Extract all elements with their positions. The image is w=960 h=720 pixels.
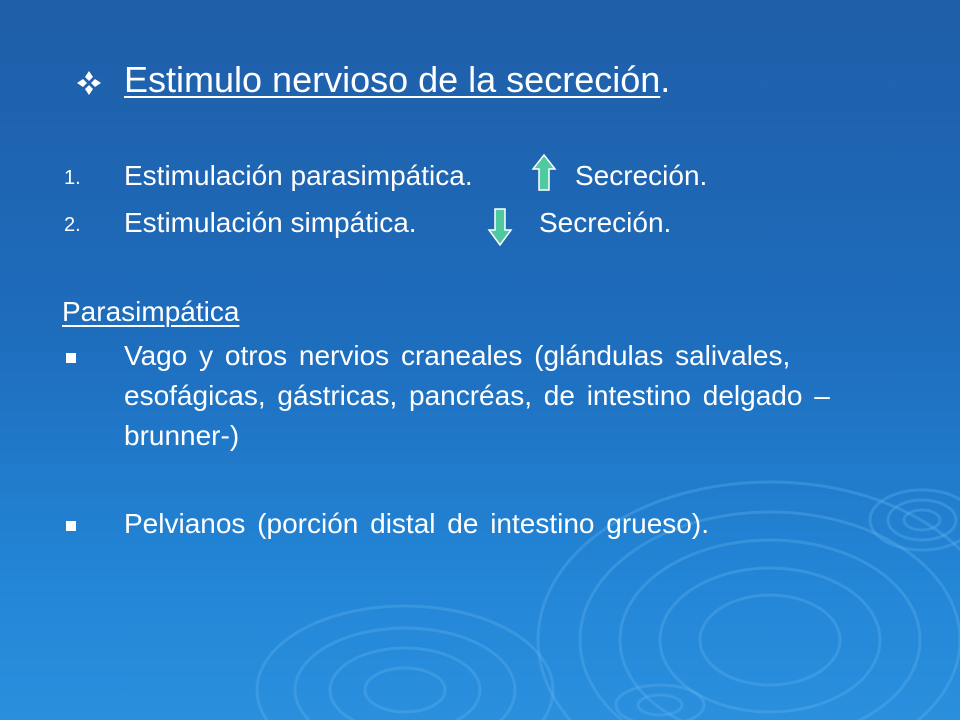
slide-title-period: . xyxy=(660,59,671,100)
bullet-item: Vago y otros nervios craneales (glándulas salivales, esofágicas, gástricas, pancréas, de intestino delgado – brunner-) xyxy=(124,340,830,451)
item-text: Estimulación parasimpática. xyxy=(124,160,473,191)
slide-title-text: Estimulo nervioso de la secreción xyxy=(124,59,661,100)
numbered-item xyxy=(0,203,960,243)
numbered-item xyxy=(0,156,960,196)
diamond-bullet-icon xyxy=(76,70,102,96)
item-number: 1. xyxy=(64,167,81,189)
square-bullet-icon xyxy=(66,353,76,363)
item-result: Secreción. xyxy=(539,207,672,238)
square-bullet-icon xyxy=(66,521,76,531)
item-number: 2. xyxy=(64,214,81,236)
section-heading: Parasimpática xyxy=(62,296,240,327)
bullet-item: Pelvianos (porción distal de intestino grueso). xyxy=(124,508,709,539)
up-arrow-icon xyxy=(531,153,557,193)
item-text: Estimulación simpática. xyxy=(124,207,417,238)
slide-title xyxy=(124,58,670,102)
item-result: Secreción. xyxy=(575,160,708,191)
down-arrow-icon xyxy=(487,207,513,247)
